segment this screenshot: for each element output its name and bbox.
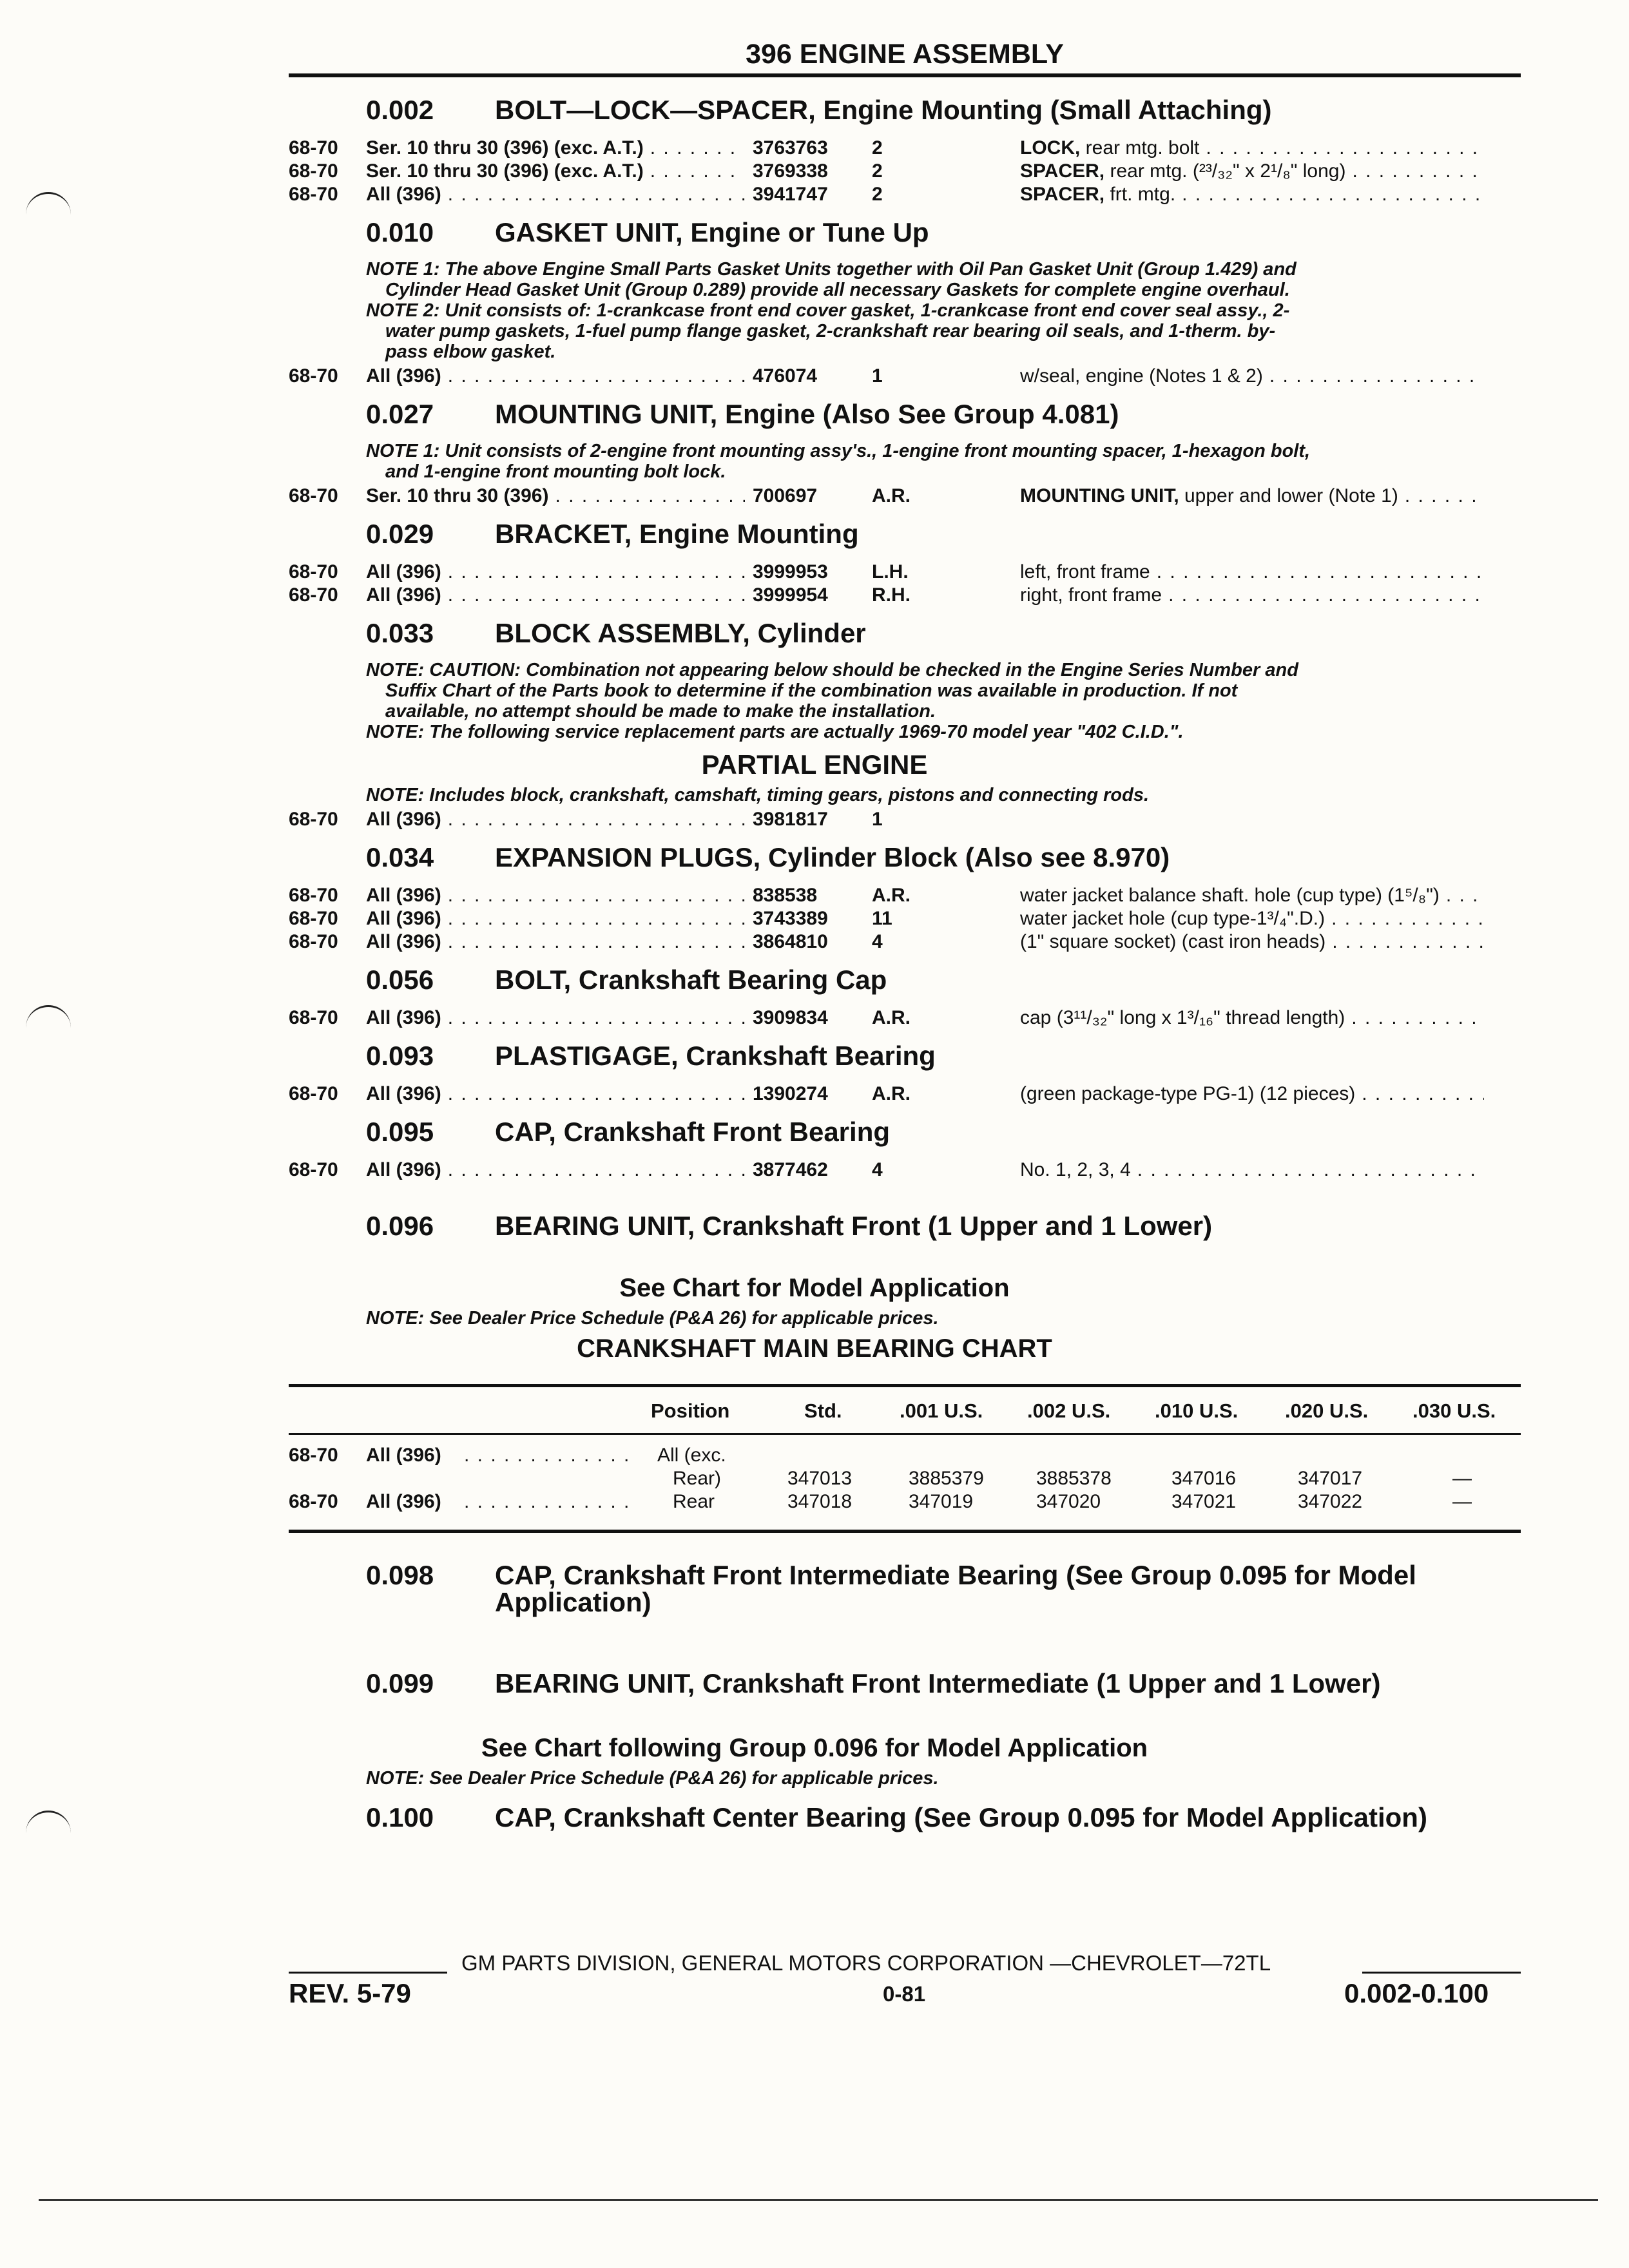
model-years: 68-70 <box>289 485 338 506</box>
part-description: upper and lower (Note 1) <box>1179 485 1398 506</box>
chart-title: CRANKSHAFT MAIN BEARING CHART <box>577 1334 1052 1363</box>
quantity: 2 <box>872 160 883 182</box>
page-number: 0-81 <box>883 1982 926 2006</box>
part-name: SPACER, <box>1020 184 1105 205</box>
application: All (396) <box>366 1491 441 1512</box>
dot-leader <box>1351 1006 1484 1030</box>
part-description: (1" square socket) (cast iron heads) <box>1020 931 1326 952</box>
application: All (396) <box>366 1007 441 1028</box>
group-title: MOUNTING UNIT, Engine (Also See Group 4.081) <box>495 399 1119 429</box>
part-number: 3763763 <box>753 137 828 159</box>
part-name: LOCK, <box>1020 137 1081 159</box>
model-years: 68-70 <box>289 1445 338 1466</box>
part-number: 3999953 <box>753 561 828 582</box>
part-description: water jacket balance shaft. hole (cup type) (1⁵/₈") <box>1020 885 1440 906</box>
parts-groups <box>0 84 1629 1844</box>
group-title: BEARING UNIT, Crankshaft Front Intermediate (1 Upper and 1 Lower) <box>495 1668 1381 1698</box>
group-0-095 <box>0 1106 1629 1182</box>
part-row <box>0 584 1629 607</box>
model-years: 68-70 <box>289 1083 338 1104</box>
dot-leader <box>448 1006 745 1030</box>
dot-leader <box>448 1082 745 1106</box>
part-number: 3743389 <box>753 908 828 929</box>
dot-leader <box>1405 485 1484 508</box>
part-row <box>0 365 1629 388</box>
part-row <box>0 907 1629 930</box>
application: Ser. 10 thru 30 (396) <box>366 485 549 506</box>
dot-leader <box>1168 584 1484 607</box>
group-range: 0.002-0.100 <box>1344 1978 1489 2008</box>
group-heading <box>0 1552 1629 1626</box>
group-code: 0.027 <box>366 399 434 429</box>
note-line: and 1-engine front mounting bolt lock. <box>385 461 726 482</box>
group-0-056 <box>0 954 1629 1030</box>
group-heading <box>0 1200 1629 1253</box>
model-years: 68-70 <box>289 1007 338 1028</box>
group-code: 0.096 <box>366 1211 434 1241</box>
revision-date: REV. 5-79 <box>289 1978 411 2008</box>
value-030: — <box>1452 1468 1472 1489</box>
group-note <box>366 259 1513 365</box>
group-title: BRACKET, Engine Mounting <box>495 519 859 549</box>
part-description: w/seal, engine (Notes 1 & 2) <box>1020 365 1263 387</box>
application: Ser. 10 thru 30 (396) (exc. A.T.) <box>366 160 644 182</box>
value-030: — <box>1452 1491 1472 1512</box>
group-code: 0.100 <box>366 1802 434 1832</box>
model-years: 68-70 <box>289 1491 338 1512</box>
dot-leader <box>1446 884 1484 907</box>
note-line: NOTE 1: The above Engine Small Parts Gasket Units together with Oil Pan Gasket Unit (Group 1.429) and <box>366 259 1296 280</box>
dot-leader <box>448 183 745 206</box>
part-description: frt. mtg. <box>1104 184 1176 205</box>
col-std: Std. <box>804 1399 842 1422</box>
dot-leader <box>448 1158 745 1182</box>
page-title: 396 ENGINE ASSEMBLY <box>746 39 1064 70</box>
part-description: No. 1, 2, 3, 4 <box>1020 1159 1131 1180</box>
value-010: 347016 <box>1171 1468 1237 1489</box>
model-years: 68-70 <box>289 885 338 906</box>
model-years: 68-70 <box>289 809 338 830</box>
col-020: .020 U.S. <box>1285 1399 1369 1422</box>
part-number: 3769338 <box>753 160 828 182</box>
part-number: 3864810 <box>753 931 828 952</box>
dot-leader <box>1332 930 1484 954</box>
group-0-098 <box>0 1552 1629 1626</box>
group-heading <box>0 954 1629 1006</box>
part-number: 476074 <box>753 365 818 387</box>
dot-leader <box>1362 1082 1484 1106</box>
value-002: 3885378 <box>1036 1468 1112 1489</box>
value-001: 347019 <box>909 1491 974 1512</box>
col-001: .001 U.S. <box>900 1399 983 1422</box>
part-row <box>0 884 1629 907</box>
see-chart-heading: See Chart for Model Application <box>619 1274 1010 1302</box>
application: All (396) <box>366 908 441 929</box>
quantity: 1 <box>872 809 883 830</box>
part-row <box>0 160 1629 183</box>
see-chart-heading: See Chart following Group 0.096 for Model Application <box>481 1734 1148 1762</box>
dot-leader <box>1269 365 1484 388</box>
part-row <box>0 808 1629 831</box>
application: All (396) <box>366 584 441 606</box>
dot-leader <box>650 160 745 183</box>
model-years: 68-70 <box>289 365 338 387</box>
part-number: 1390274 <box>753 1083 828 1104</box>
dot-leader: . . . . . . . . . . . . . <box>464 1445 631 1466</box>
subsection-title: PARTIAL ENGINE <box>701 749 928 780</box>
group-note <box>366 660 1513 745</box>
position-line-b: Rear) <box>673 1468 722 1489</box>
model-years: 68-70 <box>289 1159 338 1180</box>
col-010: .010 U.S. <box>1155 1399 1239 1422</box>
group-title: BOLT—LOCK—SPACER, Engine Mounting (Small Attaching) <box>495 95 1272 125</box>
group-code: 0.033 <box>366 618 434 648</box>
group-title: CAP, Crankshaft Front Bearing <box>495 1117 890 1147</box>
group-0-033 <box>0 607 1629 831</box>
application: All (396) <box>366 365 441 387</box>
part-name: MOUNTING UNIT, <box>1020 485 1179 506</box>
part-description: rear mtg. (²³/₃₂" x 2¹/₈" long) <box>1104 160 1346 182</box>
group-code: 0.010 <box>366 217 434 247</box>
group-title: PLASTIGAGE, Crankshaft Bearing <box>495 1041 936 1071</box>
group-code: 0.095 <box>366 1117 434 1147</box>
group-note <box>366 785 1513 808</box>
col-002: .002 U.S. <box>1027 1399 1111 1422</box>
dot-leader <box>555 485 745 508</box>
quantity: 2 <box>872 184 883 205</box>
part-number: 838538 <box>753 885 818 906</box>
group-0-034 <box>0 831 1629 954</box>
footer-rule-right <box>1362 1972 1521 1974</box>
quantity: R.H. <box>872 584 911 606</box>
group-0-100 <box>0 1791 1629 1844</box>
note-line: NOTE: Includes block, crankshaft, camshaft, timing gears, pistons and connecting rods. <box>366 785 1150 805</box>
dot-leader <box>448 808 745 831</box>
part-name: SPACER, <box>1020 160 1105 182</box>
part-description: right, front frame <box>1020 584 1162 606</box>
quantity: 2 <box>872 137 883 159</box>
group-0-093 <box>0 1030 1629 1106</box>
part-number: 3941747 <box>753 184 828 205</box>
quantity: A.R. <box>872 885 911 906</box>
part-row <box>0 137 1629 160</box>
note-line: Cylinder Head Gasket Unit (Group 0.289) provide all necessary Gaskets for complete engine overhaul. <box>385 280 1290 300</box>
page-bottom-rule <box>39 2199 1598 2201</box>
group-heading <box>0 607 1629 660</box>
group-code: 0.056 <box>366 965 434 995</box>
col-position: Position <box>651 1399 730 1422</box>
dot-leader <box>1157 561 1484 584</box>
dot-leader: . . . . . . . . . . . . . <box>464 1491 631 1512</box>
group-code: 0.034 <box>366 842 434 872</box>
part-number: 3999954 <box>753 584 828 606</box>
note-line: pass elbow gasket. <box>385 341 556 362</box>
note-line: available, no attempt should be made to make the installation. <box>385 701 936 722</box>
footer-rule-left <box>289 1972 447 1974</box>
part-number: 3909834 <box>753 1007 828 1028</box>
model-years: 68-70 <box>289 184 338 205</box>
note-line: NOTE: CAUTION: Combination not appearing below should be checked in the Engine Series Number and <box>366 660 1298 680</box>
group-title: BLOCK ASSEMBLY, Cylinder <box>495 618 866 648</box>
value-020: 347017 <box>1298 1468 1363 1489</box>
model-years: 68-70 <box>289 561 338 582</box>
quantity: 4 <box>872 1159 883 1180</box>
application: All (396) <box>366 561 441 582</box>
position-line-a: All (exc. <box>657 1445 726 1466</box>
application: All (396) <box>366 184 441 205</box>
quantity: L.H. <box>872 561 909 582</box>
group-title: CAP, Crankshaft Center Bearing (See Group 0.095 for Model Application) <box>495 1802 1427 1832</box>
part-description: left, front frame <box>1020 561 1150 582</box>
group-heading <box>0 1657 1629 1710</box>
dot-leader <box>448 365 745 388</box>
col-030: .030 U.S. <box>1412 1399 1496 1422</box>
note-line: NOTE: See Dealer Price Schedule (P&A 26) for applicable prices. <box>366 1308 939 1329</box>
dot-leader <box>448 930 745 954</box>
group-heading <box>0 84 1629 137</box>
part-row <box>0 1082 1629 1106</box>
group-code: 0.099 <box>366 1668 434 1698</box>
application: All (396) <box>366 1159 441 1180</box>
note-line: NOTE 1: Unit consists of 2-engine front mounting assy's., 1-engine front mounting spacer, 1-hexagon bolt, <box>366 441 1311 461</box>
dot-leader <box>1331 907 1484 930</box>
part-description: water jacket hole (cup type-1³/₄".D.) <box>1020 908 1325 929</box>
part-row <box>0 1006 1629 1030</box>
group-0-027 <box>0 388 1629 508</box>
group-heading <box>0 388 1629 441</box>
part-number: 700697 <box>753 485 818 506</box>
part-description: (green package-type PG-1) (12 pieces) <box>1020 1083 1356 1104</box>
chart-rule-bottom <box>289 1530 1521 1533</box>
application: All (396) <box>366 1445 441 1466</box>
group-0-099 <box>0 1657 1629 1791</box>
part-row <box>0 1158 1629 1182</box>
part-description: cap (3¹¹/₃₂" long x 1³/₁₆" thread length) <box>1020 1007 1345 1028</box>
group-code: 0.029 <box>366 519 434 549</box>
value-std: 347018 <box>787 1491 853 1512</box>
dot-leader <box>448 561 745 584</box>
group-note <box>366 1308 1513 1329</box>
group-heading <box>0 1030 1629 1082</box>
model-years: 68-70 <box>289 584 338 606</box>
application: All (396) <box>366 1083 441 1104</box>
part-number: 3877462 <box>753 1159 828 1180</box>
model-years: 68-70 <box>289 931 338 952</box>
group-heading <box>0 1106 1629 1158</box>
dot-leader <box>448 907 745 930</box>
value-std: 347013 <box>787 1468 853 1489</box>
dot-leader <box>1182 183 1484 206</box>
group-title: BEARING UNIT, Crankshaft Front (1 Upper and 1 Lower) <box>495 1211 1213 1241</box>
group-title: GASKET UNIT, Engine or Tune Up <box>495 217 929 247</box>
dot-leader <box>448 584 745 607</box>
part-number: 3981817 <box>753 809 828 830</box>
quantity: 11 <box>872 908 892 929</box>
note-line: water pump gaskets, 1-fuel pump flange gasket, 2-crankshaft rear bearing oil seals, and 1-therm. by- <box>385 321 1276 341</box>
group-code: 0.093 <box>366 1041 434 1071</box>
group-note <box>366 1768 1513 1791</box>
quantity: A.R. <box>872 1083 911 1104</box>
group-title: EXPANSION PLUGS, Cylinder Block (Also see 8.970) <box>495 842 1170 872</box>
group-note <box>366 441 1513 485</box>
dot-leader <box>448 884 745 907</box>
model-years: 68-70 <box>289 160 338 182</box>
dot-leader <box>1137 1158 1484 1182</box>
application: All (396) <box>366 809 441 830</box>
quantity: 4 <box>872 931 883 952</box>
application: All (396) <box>366 885 441 906</box>
group-0-096 <box>0 1200 1629 1536</box>
group-0-010 <box>0 206 1629 388</box>
value-001: 3885379 <box>909 1468 984 1489</box>
group-code: 0.002 <box>366 95 434 125</box>
value-010: 347021 <box>1171 1491 1237 1512</box>
group-heading <box>0 1791 1629 1844</box>
dot-leader <box>1352 160 1484 183</box>
group-title: CAP, Crankshaft Front Intermediate Bearing (See Group 0.095 for Model Application) <box>495 1560 1416 1617</box>
note-line: NOTE: See Dealer Price Schedule (P&A 26) for applicable prices. <box>366 1768 939 1789</box>
value-020: 347022 <box>1298 1491 1363 1512</box>
part-row <box>0 561 1629 584</box>
group-heading <box>0 508 1629 561</box>
quantity: A.R. <box>872 1007 911 1028</box>
group-title: BOLT, Crankshaft Bearing Cap <box>495 965 887 995</box>
group-heading <box>0 831 1629 884</box>
group-code: 0.098 <box>366 1560 434 1590</box>
quantity: 1 <box>872 365 883 387</box>
group-heading <box>0 206 1629 259</box>
bearing-chart <box>0 1375 1629 1536</box>
note-line: NOTE: The following service replacement parts are actually 1969-70 model year "402 C.I.D.". <box>366 722 1184 742</box>
note-line: Suffix Chart of the Parts book to determine if the combination was available in production. If not <box>385 680 1238 701</box>
chart-rule-top <box>289 1384 1521 1387</box>
dot-leader <box>1206 137 1484 160</box>
header-rule <box>289 73 1521 77</box>
dot-leader <box>650 137 745 160</box>
quantity: A.R. <box>872 485 911 506</box>
model-years: 68-70 <box>289 137 338 159</box>
part-row <box>0 485 1629 508</box>
group-0-029 <box>0 508 1629 607</box>
part-row <box>0 930 1629 954</box>
note-line: NOTE 2: Unit consists of: 1-crankcase front end cover gasket, 1-crankcase front end cover seal assy., 2- <box>366 300 1290 321</box>
position-line-b: Rear <box>673 1491 715 1512</box>
chart-rule-mid <box>289 1433 1521 1435</box>
application: Ser. 10 thru 30 (396) (exc. A.T.) <box>366 137 644 159</box>
part-description: rear mtg. bolt <box>1080 137 1200 159</box>
value-002: 347020 <box>1036 1491 1101 1512</box>
model-years: 68-70 <box>289 908 338 929</box>
group-0-002 <box>0 84 1629 206</box>
application: All (396) <box>366 931 441 952</box>
part-row <box>0 183 1629 206</box>
footer-division: GM PARTS DIVISION, GENERAL MOTORS CORPORATION —CHEVROLET—72TL <box>461 1951 1271 1975</box>
